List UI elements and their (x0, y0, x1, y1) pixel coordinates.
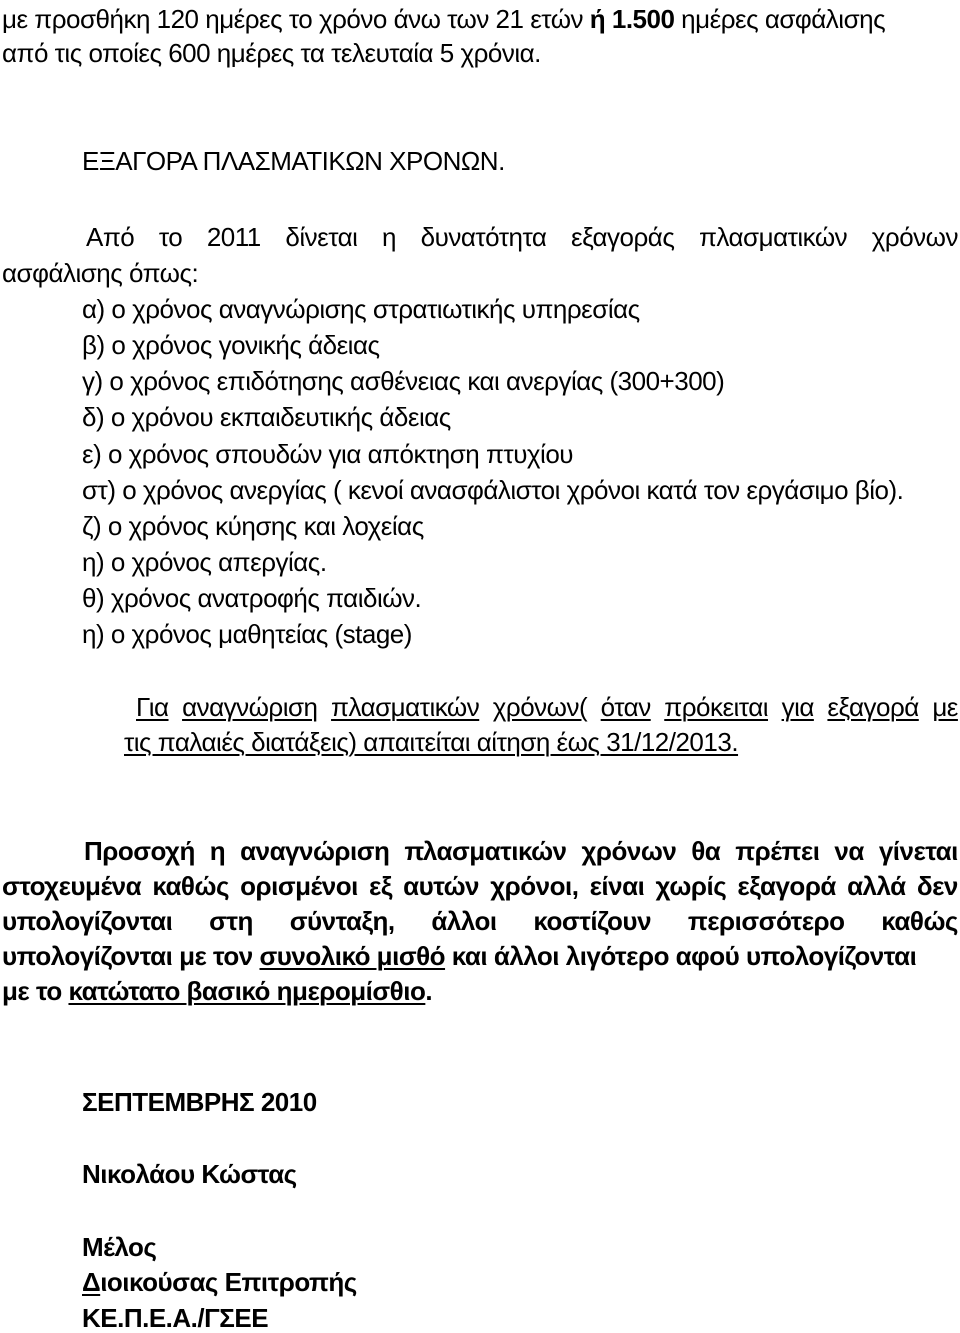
section-heading: ΕΞΑΓΟΡΑ ΠΛΑΣΜΑΤΙΚΩΝ ΧΡΟΝΩΝ. (82, 146, 505, 176)
warning-line-5-text-b: . (425, 976, 433, 1006)
list-item-b: β) ο χρόνος γονικής άδειας (82, 330, 380, 360)
list-item-a: α) ο χρόνος αναγνώρισης στρατιωτικής υπηρεσίας (82, 294, 640, 324)
warning-word: η (209, 836, 226, 866)
warning-word: στοχευμένα (2, 871, 142, 901)
signature-role-2-first-letter: Δ (82, 1267, 101, 1297)
section-intro-line-1 (86, 224, 958, 250)
notice-word: αναγνώριση (182, 692, 318, 722)
notice-line-1 (124, 694, 958, 720)
warning-word: περισσότερο (687, 906, 845, 936)
signature-role-1: Μέλος (82, 1232, 157, 1262)
warning-word: καθώς (152, 871, 229, 901)
warning-word: πλασματικών (404, 836, 567, 866)
section-intro-line-2: ασφάλισης όπως: (2, 258, 199, 288)
warning-word: δεν (916, 871, 958, 901)
list-item-th: θ) χρόνος ανατροφής παιδιών. (82, 583, 422, 613)
notice-word: Για (136, 692, 169, 722)
section-intro-word: το (158, 222, 183, 252)
list-item-d: δ) ο χρόνου εκπαιδευτικής άδειας (82, 402, 451, 432)
section-intro-word: δίνεται (285, 222, 358, 252)
warning-word: είναι (589, 871, 645, 901)
warning-line-5-text-a: με το (2, 976, 69, 1006)
notice-word: πρόκειται (664, 692, 769, 722)
warning-word: χωρίς (655, 871, 727, 901)
warning-word: Προσοχή (84, 836, 195, 866)
warning-word: κοστίζουν (533, 906, 652, 936)
intro-line-1-number: 1.500 (611, 4, 675, 34)
section-intro-word: δυνατότητα (420, 222, 547, 252)
warning-word: άλλοι (431, 906, 497, 936)
warning-word: εξαγορά (737, 871, 836, 901)
warning-line-4-text-a: υπολογίζονται με τον (2, 941, 260, 971)
notice-line-2: τις παλαιές διατάξεις) απαιτείται αίτηση έως 31/12/2013. (124, 727, 739, 757)
notice-word: για (781, 692, 814, 722)
warning-line-4 (2, 943, 916, 969)
notice-word: εξαγορά (827, 692, 919, 722)
warning-line-1 (84, 838, 958, 864)
warning-word: πρέπει (735, 836, 820, 866)
warning-word: υπολογίζονται (2, 906, 173, 936)
list-item-st: στ) ο χρόνος ανεργίας ( κενοί ανασφάλιστοι χρόνοι κατά τον εργάσιμο βίο). (82, 475, 904, 505)
section-intro-word: πλασματικών (698, 222, 848, 252)
notice-word: με (932, 692, 958, 722)
section-intro-word: Από (86, 222, 135, 252)
notice-word: όταν (600, 692, 651, 722)
notice-word: πλασματικών (331, 692, 480, 722)
section-intro-word: εξαγοράς (570, 222, 675, 252)
warning-line-4-text-b: και άλλοι λιγότερο αφού υπολογίζονται (445, 941, 917, 971)
intro-line-1-text-a: με προσθήκη 120 ημέρες το χρόνο άνω των 21 ετών (2, 4, 583, 34)
signature-organization: ΚΕ.Π.Ε.Α./ΓΣΕΕ (82, 1303, 269, 1333)
intro-line-1 (2, 6, 885, 32)
warning-word: αυτών (403, 871, 480, 901)
list-item-e: ε) ο χρόνος σπουδών για απόκτηση πτυχίου (82, 439, 574, 469)
section-intro-word: 2011 (206, 222, 261, 252)
intro-line-1-or: ή (589, 4, 606, 34)
intro-line-2: από τις οποίες 600 ημέρες τα τελευταία 5 χρόνια. (2, 38, 541, 68)
list-item-c: γ) ο χρόνος επιδότησης ασθένειας και ανεργίας (300+300) (82, 366, 725, 396)
section-intro-word: χρόνων (871, 222, 958, 252)
warning-word: εξ (369, 871, 392, 901)
list-item-z: ζ) ο χρόνος κύησης και λοχείας (82, 511, 424, 541)
warning-word: στη (209, 906, 253, 936)
warning-total-salary: συνολικό μισθό (259, 941, 446, 971)
list-item-h2: η) ο χρόνος μαθητείας (stage) (82, 619, 412, 649)
signature-role-2-rest: ιοικούσας Επιτροπής (100, 1267, 357, 1297)
warning-word: καθώς (881, 906, 958, 936)
warning-word: γίνεται (878, 836, 958, 866)
warning-word: αλλά (847, 871, 906, 901)
warning-word: χρόνοι, (490, 871, 579, 901)
warning-word: ορισμένοι (240, 871, 358, 901)
intro-line-1-text-c: ημέρες ασφάλισης (681, 4, 886, 34)
warning-line-5 (2, 978, 432, 1004)
section-intro-word: η (382, 222, 397, 252)
warning-line-3 (2, 908, 958, 934)
signature-name: Νικολάου Κώστας (82, 1159, 297, 1189)
notice-word: χρόνων( (492, 692, 588, 722)
warning-word: να (834, 836, 864, 866)
warning-line-2 (2, 873, 958, 899)
warning-word: σύνταξη, (289, 906, 395, 936)
warning-word: αναγνώριση (240, 836, 390, 866)
warning-minimum-wage: κατώτατο βασικό ημερομίσθιο (68, 976, 426, 1006)
signature-role-2 (82, 1269, 357, 1295)
signature-date: ΣΕΠΤΕΜΒΡΗΣ 2010 (82, 1087, 317, 1117)
warning-word: χρόνων (581, 836, 677, 866)
warning-word: θα (691, 836, 721, 866)
list-item-h: η) ο χρόνος απεργίας. (82, 547, 327, 577)
